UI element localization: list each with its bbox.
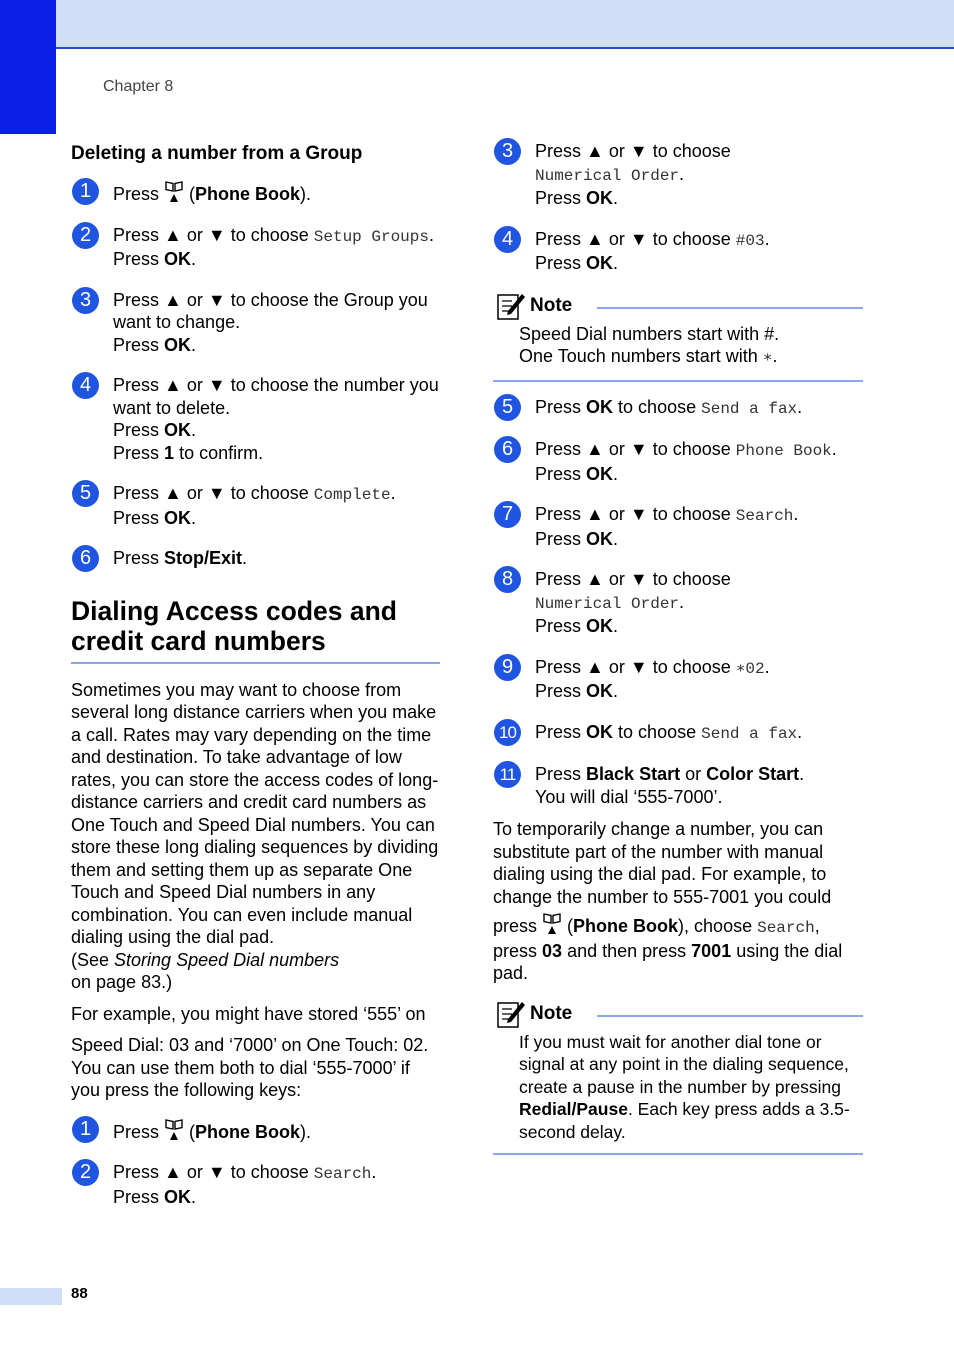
note-box-1 (493, 291, 863, 382)
example-paragraph: For example, you might have stored ‘555’ on (71, 1003, 426, 1024)
step-number: 6 (494, 436, 521, 463)
phone-book-icon (164, 1118, 184, 1142)
step-4b: 4 Press ▲ or ▼ to choose #03. Press OK. (493, 228, 863, 275)
step-5b: 5 Press OK to choose Send a fax. (493, 396, 863, 421)
step-number: 5 (72, 480, 99, 507)
step-number: 11 (494, 761, 521, 788)
temp-change-paragraph: To temporarily change a number, you can substitute part of the number with manual dialing using the dial pad. For example, to change the number to 555-7001 you could (493, 819, 832, 907)
step-2b: 2 Press ▲ or ▼ to choose Search. Press OK. (71, 1161, 441, 1208)
chapter-tab (0, 0, 56, 134)
step-5: 5 Press ▲ or ▼ to choose Complete. Press OK. (71, 482, 441, 529)
step-3: 3 Press ▲ or ▼ to choose the Group you want to change. Press OK. (71, 289, 441, 357)
page-number-bar (0, 1288, 62, 1305)
step-number: 10 (494, 719, 521, 746)
step-1b: 1 Press (Phone Book). (71, 1118, 441, 1144)
temp-change-paragraph-2: press (Phone Book), choose Search, press 03 and then press 7001 using the dial pad. (493, 912, 863, 985)
note-body: If you must wait for another dial tone or signal at any point in the dialing sequence, create a pause in the number by pressing Redial/Pause. Each key press adds a 3.5-second delay. (493, 1029, 863, 1156)
step-8: 8 Press ▲ or ▼ to choose Numerical Order. Press OK. (493, 568, 863, 638)
note-title: Note (530, 294, 573, 316)
right-column (493, 140, 863, 1155)
header-band (0, 0, 954, 49)
section-heading: Dialing Access codes and credit card numbers (71, 596, 440, 664)
note-pencil-icon (496, 291, 526, 321)
note-body: Speed Dial numbers start with #. One Touch numbers start with ∗. (493, 321, 863, 382)
note-rule (597, 1015, 863, 1017)
note-box-2 (493, 999, 863, 1156)
step-number: 8 (494, 566, 521, 593)
phone-book-icon (542, 912, 562, 936)
step-7: 7 Press ▲ or ▼ to choose Search. Press OK. (493, 503, 863, 550)
step-number: 2 (72, 222, 99, 249)
step-number: 3 (494, 138, 521, 165)
step-number: 9 (494, 654, 521, 681)
step-4: 4 Press ▲ or ▼ to choose the number you want to delete. Press OK. Press 1 to confirm. (71, 374, 441, 464)
note-title: Note (530, 1002, 573, 1024)
step-number: 1 (72, 1116, 99, 1143)
step-number: 4 (72, 372, 99, 399)
step-1: 1 Press (Phone Book). (71, 180, 441, 206)
step-11: 11 Press Black Start or Color Start. You will dial ‘555-7000’. (493, 763, 863, 808)
step-2: 2 Press ▲ or ▼ to choose Setup Groups. Press OK. (71, 224, 441, 271)
step-10: 10 Press OK to choose Send a fax. (493, 721, 863, 746)
step-3b: 3 Press ▲ or ▼ to choose Numerical Order. Press OK. (493, 140, 863, 210)
page-number: 88 (71, 1285, 88, 1302)
example-paragraph-2: Speed Dial: 03 and ‘7000’ on One Touch: 02. You can use them both to dial ‘555-7000’ if you press the following keys: (71, 1035, 429, 1100)
step-9: 9 Press ▲ or ▼ to choose ∗02. Press OK. (493, 656, 863, 703)
phone-book-icon (164, 180, 184, 204)
intro-paragraph: Sometimes you may want to choose from several long distance carriers when you make a call. Rates may vary depending on the time and destination. To take advantage of low rates, you can store the access codes of long-distance carriers and credit card numbers as One Touch and Speed Dial numbers. You can store these long dialing sequences by dividing them and setting them up as separate One Touch and Speed Dial numbers in any combination. You can even include manual dialing using the dial pad. (See Storing Speed Dial numbers on page 83.) (71, 679, 439, 992)
left-column (71, 143, 441, 1226)
step-number: 1 (72, 178, 99, 205)
note-pencil-icon (496, 999, 526, 1029)
note-rule (597, 307, 863, 309)
section-title: Deleting a number from a Group (71, 143, 363, 164)
step-number: 7 (494, 501, 521, 528)
chapter-label: Chapter 8 (103, 78, 174, 95)
step-number: 6 (72, 545, 99, 572)
step-number: 4 (494, 226, 521, 253)
step-number: 2 (72, 1159, 99, 1186)
step-number: 5 (494, 394, 521, 421)
step-number: 3 (72, 287, 99, 314)
step-6: 6 Press Stop/Exit. (71, 547, 441, 570)
step-6b: 6 Press ▲ or ▼ to choose Phone Book. Press OK. (493, 438, 863, 485)
